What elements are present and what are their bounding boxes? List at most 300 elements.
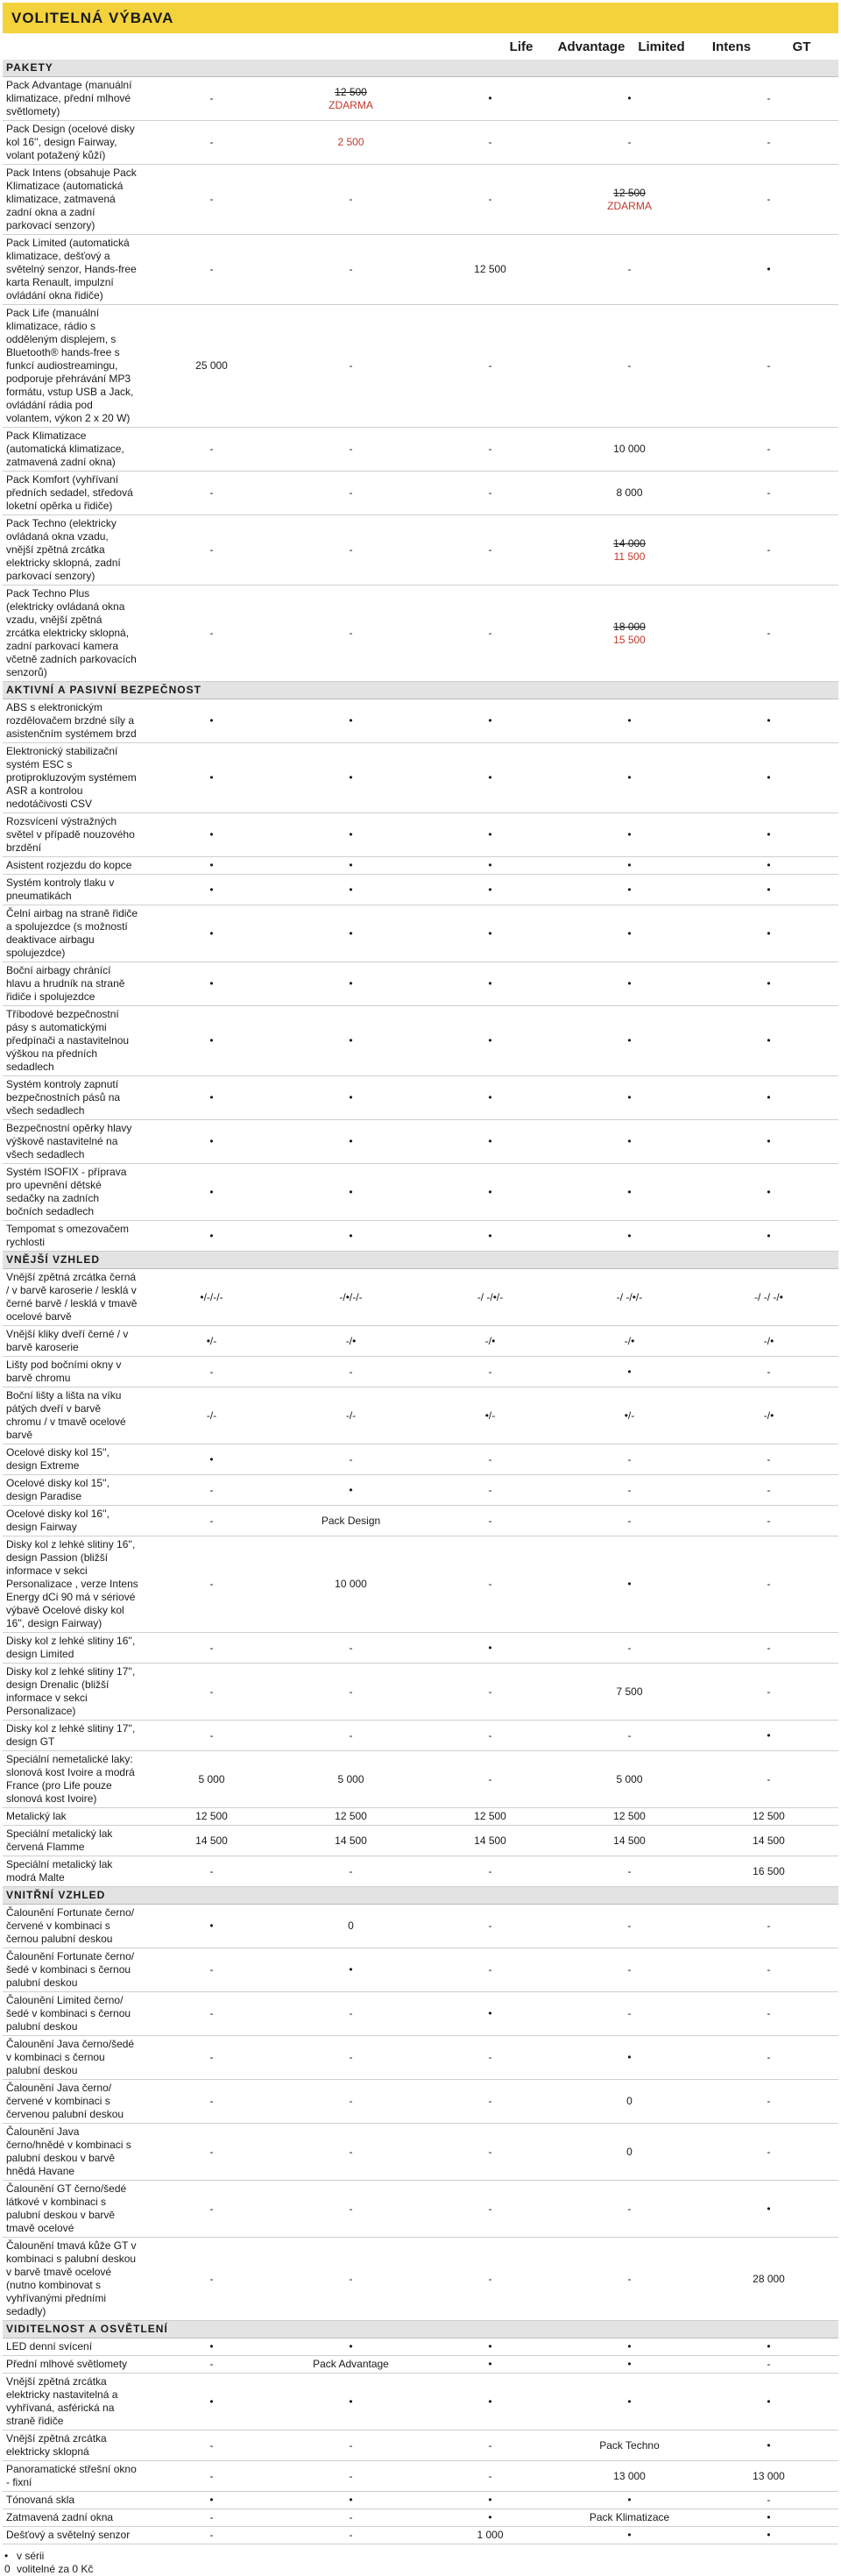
- discount-price: 11 500: [613, 550, 646, 563]
- cell-limited: •: [420, 1633, 560, 1664]
- table-row: [3, 1475, 838, 1506]
- table-row: [3, 743, 838, 813]
- row-label: Přední mlhové světlomety: [3, 2356, 142, 2374]
- column-header-limited: Limited: [638, 39, 685, 54]
- cell-advantage: •: [281, 857, 420, 875]
- table-row: [3, 585, 838, 682]
- cell-gt: •: [699, 743, 838, 813]
- cell-advantage: -: [281, 2527, 420, 2544]
- cell-intens: •: [560, 2338, 699, 2356]
- cell-life: -: [142, 2431, 281, 2461]
- section-header: [3, 1887, 838, 1905]
- row-label: Panoramatické střešní okno - fixní: [3, 2461, 142, 2492]
- cell-intens: 10 000: [560, 428, 699, 472]
- cell-intens: -: [560, 1721, 699, 1751]
- table-row: [3, 1506, 838, 1536]
- table-row: [3, 2356, 838, 2374]
- cell-life: -: [142, 1633, 281, 1664]
- cell-limited: -: [420, 428, 560, 472]
- row-label: Pack Intens (obsahuje Pack Klimatizace (automatická klimatizace, zatmavená zadní okna a zadní parkovací senzory): [3, 165, 142, 235]
- cell-advantage: -: [281, 2036, 420, 2080]
- table-row: [3, 1326, 838, 1357]
- cell-limited: •: [420, 2374, 560, 2431]
- cell-limited: -: [420, 1751, 560, 1808]
- row-label: Elektronický stabilizační systém ESC s protiprokluzovým systémem ASR a kontrolou nedotáčivosti CSV: [3, 743, 142, 813]
- cell-limited: •: [420, 743, 560, 813]
- table-row: [3, 305, 838, 428]
- table-row: [3, 2181, 838, 2238]
- cell-life: •: [142, 743, 281, 813]
- cell-gt: 12 500: [699, 1808, 838, 1826]
- cell-gt: •: [699, 2338, 838, 2356]
- table-row: [3, 77, 838, 121]
- cell-advantage: -: [281, 2080, 420, 2124]
- row-label: Čelní airbag na straně řidiče a spolujezdce (s možností deaktivace airbagu spolujezdce): [3, 905, 142, 962]
- table-row: [3, 1164, 838, 1221]
- cell-limited: -: [420, 2431, 560, 2461]
- cell-limited: -: [420, 472, 560, 515]
- table-row: [3, 962, 838, 1006]
- cell-gt: 13 000: [699, 2461, 838, 2492]
- cell-advantage: •: [281, 2338, 420, 2356]
- legend-text: v sérii: [17, 2550, 45, 2562]
- cell-gt: •: [699, 857, 838, 875]
- cell-intens: [560, 585, 699, 682]
- row-label: Pack Limited (automatická klimatizace, dešťový a světelný senzor, Hands-free karta Renault, impulzní ovládání okna řidiče): [3, 235, 142, 305]
- cell-intens: -: [560, 1948, 699, 1992]
- cell-gt: -: [699, 1992, 838, 2036]
- table-row: [3, 1856, 838, 1887]
- row-label: Tempomat s omezovačem rychlosti: [3, 1221, 142, 1252]
- table-row: [3, 699, 838, 743]
- cell-life: •: [142, 1905, 281, 1948]
- cell-intens: -: [560, 305, 699, 428]
- cell-limited: -/•: [420, 1326, 560, 1357]
- page-title: VOLITELNÁ VÝBAVA: [3, 3, 838, 33]
- cell-advantage: •: [281, 905, 420, 962]
- cell-limited: -: [420, 1856, 560, 1887]
- cell-intens: 5 000: [560, 1751, 699, 1808]
- row-label: Disky kol z lehké slitiny 17'', design GT: [3, 1721, 142, 1751]
- cell-gt: •: [699, 813, 838, 857]
- cell-life: •: [142, 2374, 281, 2431]
- section-title: VIDITELNOST A OSVĚTLENÍ: [3, 2321, 838, 2338]
- table-row: [3, 875, 838, 905]
- cell-gt: •: [699, 1120, 838, 1164]
- table-row: [3, 1444, 838, 1475]
- cell-advantage: •: [281, 813, 420, 857]
- cell-gt: -/•: [699, 1326, 838, 1357]
- cell-life: -: [142, 2080, 281, 2124]
- cell-gt: •: [699, 1221, 838, 1252]
- cell-life: 5 000: [142, 1751, 281, 1808]
- row-label: Lišty pod bočními okny v barvě chromu: [3, 1357, 142, 1387]
- cell-advantage: •: [281, 1120, 420, 1164]
- cell-limited: -: [420, 165, 560, 235]
- cell-life: •: [142, 1444, 281, 1475]
- cell-life: 25 000: [142, 305, 281, 428]
- row-label: Disky kol z lehké slitiny 17'', design Drenalic (bližší informace v sekci Personalizace): [3, 1664, 142, 1721]
- cell-life: •: [142, 1221, 281, 1252]
- cell-life: -: [142, 2181, 281, 2238]
- cell-intens: •: [560, 813, 699, 857]
- cell-intens: 13 000: [560, 2461, 699, 2492]
- cell-advantage: •: [281, 1164, 420, 1221]
- cell-advantage: [281, 77, 420, 121]
- row-label: Boční lišty a lišta na víku pátých dveří v barvě chromu / v tmavě ocelové barvě: [3, 1387, 142, 1444]
- table-row: [3, 1076, 838, 1120]
- table-row: [3, 1808, 838, 1826]
- cell-advantage: •: [281, 1076, 420, 1120]
- cell-life: -/-: [142, 1387, 281, 1444]
- cell-intens: •: [560, 2036, 699, 2080]
- cell-gt: -: [699, 1948, 838, 1992]
- cell-advantage: •: [281, 2492, 420, 2509]
- cell-intens: 14 500: [560, 1826, 699, 1856]
- cell-life: •: [142, 813, 281, 857]
- cell-intens: -: [560, 121, 699, 165]
- cell-intens: •: [560, 743, 699, 813]
- cell-life: -: [142, 2036, 281, 2080]
- cell-life: •: [142, 1164, 281, 1221]
- row-label: Čalounění Fortunate černo/červené v kombinaci s černou palubní deskou: [3, 1905, 142, 1948]
- cell-life: -: [142, 1506, 281, 1536]
- section-title: PAKETY: [3, 60, 838, 77]
- legend-item: [4, 2550, 841, 2563]
- cell-gt: -: [699, 472, 838, 515]
- cell-advantage: -: [281, 1721, 420, 1751]
- row-label: Vnější zpětná zrcátka elektricky sklopná: [3, 2431, 142, 2461]
- cell-limited: 12 500: [420, 1808, 560, 1826]
- cell-advantage: 0: [281, 1905, 420, 1948]
- table-row: [3, 905, 838, 962]
- cell-intens: -: [560, 1905, 699, 1948]
- row-label: Speciální nemetalické laky: slonová kost Ivoire a modrá France (pro Life pouze slonová kost Ivoire): [3, 1751, 142, 1808]
- cell-limited: -: [420, 1444, 560, 1475]
- row-label: Pack Design (ocelové disky kol 16'', design Fairway, volant potažený kůží): [3, 121, 142, 165]
- cell-advantage: -: [281, 2461, 420, 2492]
- cell-life: -: [142, 1856, 281, 1887]
- section-header: [3, 682, 838, 699]
- cell-life: -: [142, 1948, 281, 1992]
- row-label: Rozsvícení výstražných světel v případě nouzového brzdění: [3, 813, 142, 857]
- section-title: VNITŘNÍ VZHLED: [3, 1887, 838, 1905]
- table-row: [3, 2036, 838, 2080]
- row-label: ABS s elektronickým rozdělovačem brzdné síly a asistenčním systémem brzd: [3, 699, 142, 743]
- cell-advantage: •: [281, 1221, 420, 1252]
- cell-life: -: [142, 1357, 281, 1387]
- cell-intens: •: [560, 962, 699, 1006]
- table-row: [3, 2527, 838, 2544]
- cell-advantage: •: [281, 699, 420, 743]
- column-header-intens: Intens: [711, 39, 752, 54]
- table-row: [3, 1120, 838, 1164]
- cell-advantage: •: [281, 875, 420, 905]
- cell-intens: 0: [560, 2080, 699, 2124]
- cell-limited: 12 500: [420, 235, 560, 305]
- cell-intens: 0: [560, 2124, 699, 2181]
- cell-gt: •: [699, 2509, 838, 2527]
- cell-intens: •: [560, 1076, 699, 1120]
- legend-text: volitelné za 0 Kč: [17, 2563, 94, 2575]
- cell-limited: -: [420, 2238, 560, 2321]
- row-label: Vnější zpětná zrcátka černá / v barvě karoserie / lesklá v černé barvě / lesklá v tmavě ocelové barvě: [3, 1269, 142, 1326]
- cell-advantage: -: [281, 1444, 420, 1475]
- cell-limited: •: [420, 2509, 560, 2527]
- cell-advantage: Pack Advantage: [281, 2356, 420, 2374]
- cell-limited: •: [420, 875, 560, 905]
- cell-gt: -: [699, 2492, 838, 2509]
- cell-intens: •: [560, 1164, 699, 1221]
- cell-life: -: [142, 1536, 281, 1633]
- cell-life: •: [142, 699, 281, 743]
- cell-intens: [560, 515, 699, 585]
- cell-limited: •: [420, 857, 560, 875]
- cell-life: -: [142, 121, 281, 165]
- original-price: 14 000: [613, 536, 646, 550]
- cell-advantage: •: [281, 743, 420, 813]
- cell-intens: -: [560, 2181, 699, 2238]
- cell-advantage: 10 000: [281, 1536, 420, 1633]
- row-label: Metalický lak: [3, 1808, 142, 1826]
- cell-intens: 7 500: [560, 1664, 699, 1721]
- row-label: Disky kol z lehké slitiny 16'', design Passion (bližší informace v sekci Personalizace , verze Intens Energy dCi 90 má v sériové výbavě Ocelové disky kol 16'', design Fairway): [3, 1536, 142, 1633]
- cell-gt: -: [699, 1475, 838, 1506]
- table-row: [3, 1948, 838, 1992]
- cell-life: -: [142, 472, 281, 515]
- cell-gt: •: [699, 2181, 838, 2238]
- cell-life: -: [142, 2509, 281, 2527]
- row-label: Speciální metalický lak červená Flamme: [3, 1826, 142, 1856]
- table-row: [3, 2338, 838, 2356]
- cell-gt: -: [699, 2036, 838, 2080]
- legend: [3, 2550, 841, 2576]
- table-row: [3, 1536, 838, 1633]
- cell-life: -: [142, 428, 281, 472]
- cell-life: -: [142, 2527, 281, 2544]
- cell-limited: -: [420, 1664, 560, 1721]
- cell-life: 14 500: [142, 1826, 281, 1856]
- cell-life: •: [142, 875, 281, 905]
- section-title: VNĚJŠÍ VZHLED: [3, 1252, 838, 1269]
- cell-intens: •: [560, 1006, 699, 1076]
- table-row: [3, 1357, 838, 1387]
- legend-symbol: •: [4, 2550, 9, 2562]
- cell-limited: •: [420, 962, 560, 1006]
- table-row: [3, 1721, 838, 1751]
- cell-life: -: [142, 2238, 281, 2321]
- cell-gt: •: [699, 235, 838, 305]
- column-header-row: [3, 33, 841, 60]
- cell-gt: -: [699, 428, 838, 472]
- table-row: [3, 1269, 838, 1326]
- cell-advantage: -: [281, 472, 420, 515]
- cell-life: •: [142, 962, 281, 1006]
- cell-limited: 1 000: [420, 2527, 560, 2544]
- row-label: Vnější zpětná zrcátka elektricky nastavitelná a vyhřívaná, asférická na straně řidiče: [3, 2374, 142, 2431]
- cell-gt: •: [699, 699, 838, 743]
- cell-advantage: -: [281, 1357, 420, 1387]
- row-label: Ocelové disky kol 15'', design Paradise: [3, 1475, 142, 1506]
- equipment-table: [3, 60, 838, 2544]
- cell-advantage: Pack Design: [281, 1506, 420, 1536]
- cell-life: •: [142, 1006, 281, 1076]
- table-row: [3, 2461, 838, 2492]
- cell-life: -: [142, 2461, 281, 2492]
- cell-intens: •: [560, 2527, 699, 2544]
- row-label: Zatmavená zadní okna: [3, 2509, 142, 2527]
- cell-gt: -: [699, 165, 838, 235]
- cell-limited: -: [420, 2036, 560, 2080]
- cell-limited: -: [420, 2461, 560, 2492]
- cell-limited: •: [420, 1006, 560, 1076]
- row-label: Ocelové disky kol 15'', design Extreme: [3, 1444, 142, 1475]
- cell-intens: •: [560, 875, 699, 905]
- row-label: Čalounění Java černo/šedé v kombinaci s černou palubní deskou: [3, 2036, 142, 2080]
- cell-limited: -: [420, 585, 560, 682]
- cell-gt: •: [699, 905, 838, 962]
- cell-intens: -: [560, 1856, 699, 1887]
- cell-intens: -: [560, 235, 699, 305]
- column-header-gt: GT: [792, 39, 811, 54]
- table-row: [3, 1905, 838, 1948]
- row-label: Tříbodové bezpečnostní pásy s automatickými předpínači a nastavitelnou výškou na předních sedadlech: [3, 1006, 142, 1076]
- row-label: Pack Klimatizace (automatická klimatizace, zatmavená zadní okna): [3, 428, 142, 472]
- row-label: Boční airbagy chránící hlavu a hrudník na straně řidiče i spolujezdce: [3, 962, 142, 1006]
- table-row: [3, 515, 838, 585]
- row-label: Pack Advantage (manuální klimatizace, přední mlhové světlomety): [3, 77, 142, 121]
- cell-advantage: •: [281, 1948, 420, 1992]
- cell-intens: •: [560, 1357, 699, 1387]
- cell-advantage: [281, 121, 420, 165]
- cell-advantage: -/-: [281, 1387, 420, 1444]
- cell-intens: •: [560, 699, 699, 743]
- cell-limited: -: [420, 515, 560, 585]
- discount-price: 2 500: [337, 136, 364, 148]
- cell-life: •: [142, 2338, 281, 2356]
- row-label: Čalounění Limited černo/šedé v kombinaci s černou palubní deskou: [3, 1992, 142, 2036]
- cell-advantage: •: [281, 2374, 420, 2431]
- cell-life: -: [142, 585, 281, 682]
- cell-intens: -: [560, 2238, 699, 2321]
- cell-advantage: -: [281, 1992, 420, 2036]
- cell-limited: -: [420, 2124, 560, 2181]
- row-label: Tónovaná skla: [3, 2492, 142, 2509]
- cell-advantage: -: [281, 2238, 420, 2321]
- cell-limited: •: [420, 1076, 560, 1120]
- cell-limited: •: [420, 1164, 560, 1221]
- cell-limited: •: [420, 2492, 560, 2509]
- cell-life: -: [142, 1992, 281, 2036]
- table-row: [3, 472, 838, 515]
- discount-price: 15 500: [613, 633, 646, 646]
- cell-gt: -: [699, 1751, 838, 1808]
- cell-gt: -/ -/ -/•: [699, 1269, 838, 1326]
- row-label: Čalounění Java černo/červené v kombinaci s červenou palubní deskou: [3, 2080, 142, 2124]
- cell-life: •: [142, 1076, 281, 1120]
- table-row: [3, 428, 838, 472]
- row-label: Pack Life (manuální klimatizace, rádio s odděleným displejem, s Bluetooth® hands-free s funkcí audiostreamingu, podporuje přehrávání MP3 formátu, vstup USB a Jack, ovládání rádia pod volantem, výkon 2 x 20 W): [3, 305, 142, 428]
- cell-gt: -: [699, 1664, 838, 1721]
- cell-limited: •: [420, 1120, 560, 1164]
- cell-intens: -: [560, 1506, 699, 1536]
- cell-intens: [560, 165, 699, 235]
- cell-limited: -: [420, 121, 560, 165]
- table-row: [3, 1992, 838, 2036]
- page: [0, 3, 841, 2576]
- cell-intens: •: [560, 1536, 699, 1633]
- column-header-advantage: Advantage: [557, 39, 625, 54]
- cell-intens: -/ -/•/-: [560, 1269, 699, 1326]
- cell-gt: -: [699, 1536, 838, 1633]
- table-row: [3, 2238, 838, 2321]
- cell-intens: •: [560, 2374, 699, 2431]
- cell-gt: -: [699, 305, 838, 428]
- cell-intens: •: [560, 2492, 699, 2509]
- cell-intens: •/-: [560, 1387, 699, 1444]
- cell-gt: -: [699, 77, 838, 121]
- table-row: [3, 1664, 838, 1721]
- cell-intens: •: [560, 905, 699, 962]
- table-row: [3, 1826, 838, 1856]
- cell-intens: Pack Klimatizace: [560, 2509, 699, 2527]
- cell-gt: 16 500: [699, 1856, 838, 1887]
- row-label: Pack Techno (elektricky ovládaná okna vzadu, vnější zpětná zrcátka elektricky sklopná, zadní parkovací senzory): [3, 515, 142, 585]
- cell-advantage: •: [281, 962, 420, 1006]
- table-row: [3, 2080, 838, 2124]
- cell-life: •/-: [142, 1326, 281, 1357]
- row-label: Ocelové disky kol 16'', design Fairway: [3, 1506, 142, 1536]
- cell-life: -: [142, 1721, 281, 1751]
- row-label: Čalounění Fortunate černo/šedé v kombinaci s černou palubní deskou: [3, 1948, 142, 1992]
- row-label: Pack Techno Plus (elektricky ovládaná okna vzadu, vnější zpětná zrcátka elektricky sklopná, zadní parkovací kamera včetně zadních parkovacích senzorů): [3, 585, 142, 682]
- cell-advantage: -: [281, 585, 420, 682]
- cell-gt: -: [699, 2124, 838, 2181]
- cell-advantage: -: [281, 2181, 420, 2238]
- cell-gt: -/•: [699, 1387, 838, 1444]
- table-row: [3, 235, 838, 305]
- original-price: 12 500: [335, 85, 367, 98]
- cell-gt: •: [699, 1721, 838, 1751]
- cell-gt: -: [699, 585, 838, 682]
- cell-advantage: -: [281, 1856, 420, 1887]
- cell-intens: -: [560, 1992, 699, 2036]
- row-label: Čalounění GT černo/šedé látkové v kombinaci s palubní deskou v barvě tmavě ocelové: [3, 2181, 142, 2238]
- table-row: [3, 2124, 838, 2181]
- cell-limited: -: [420, 2181, 560, 2238]
- row-label: Asistent rozjezdu do kopce: [3, 857, 142, 875]
- row-label: Dešťový a světelný senzor: [3, 2527, 142, 2544]
- cell-gt: 14 500: [699, 1826, 838, 1856]
- cell-advantage: •: [281, 1006, 420, 1076]
- cell-limited: -: [420, 2080, 560, 2124]
- cell-life: -: [142, 2356, 281, 2374]
- cell-advantage: •: [281, 1475, 420, 1506]
- cell-advantage: 12 500: [281, 1808, 420, 1826]
- table-row: [3, 1006, 838, 1076]
- cell-gt: -: [699, 121, 838, 165]
- cell-limited: -: [420, 1506, 560, 1536]
- legend-item: [4, 2563, 841, 2576]
- column-header-life: Life: [509, 39, 534, 54]
- cell-advantage: -: [281, 428, 420, 472]
- cell-advantage: -: [281, 2509, 420, 2527]
- cell-intens: -: [560, 1475, 699, 1506]
- row-label: Pack Komfort (vyhřívaní předních sedadel, středová loketní opěrka u řidiče): [3, 472, 142, 515]
- cell-gt: -: [699, 2080, 838, 2124]
- cell-limited: -: [420, 1948, 560, 1992]
- table-row: [3, 857, 838, 875]
